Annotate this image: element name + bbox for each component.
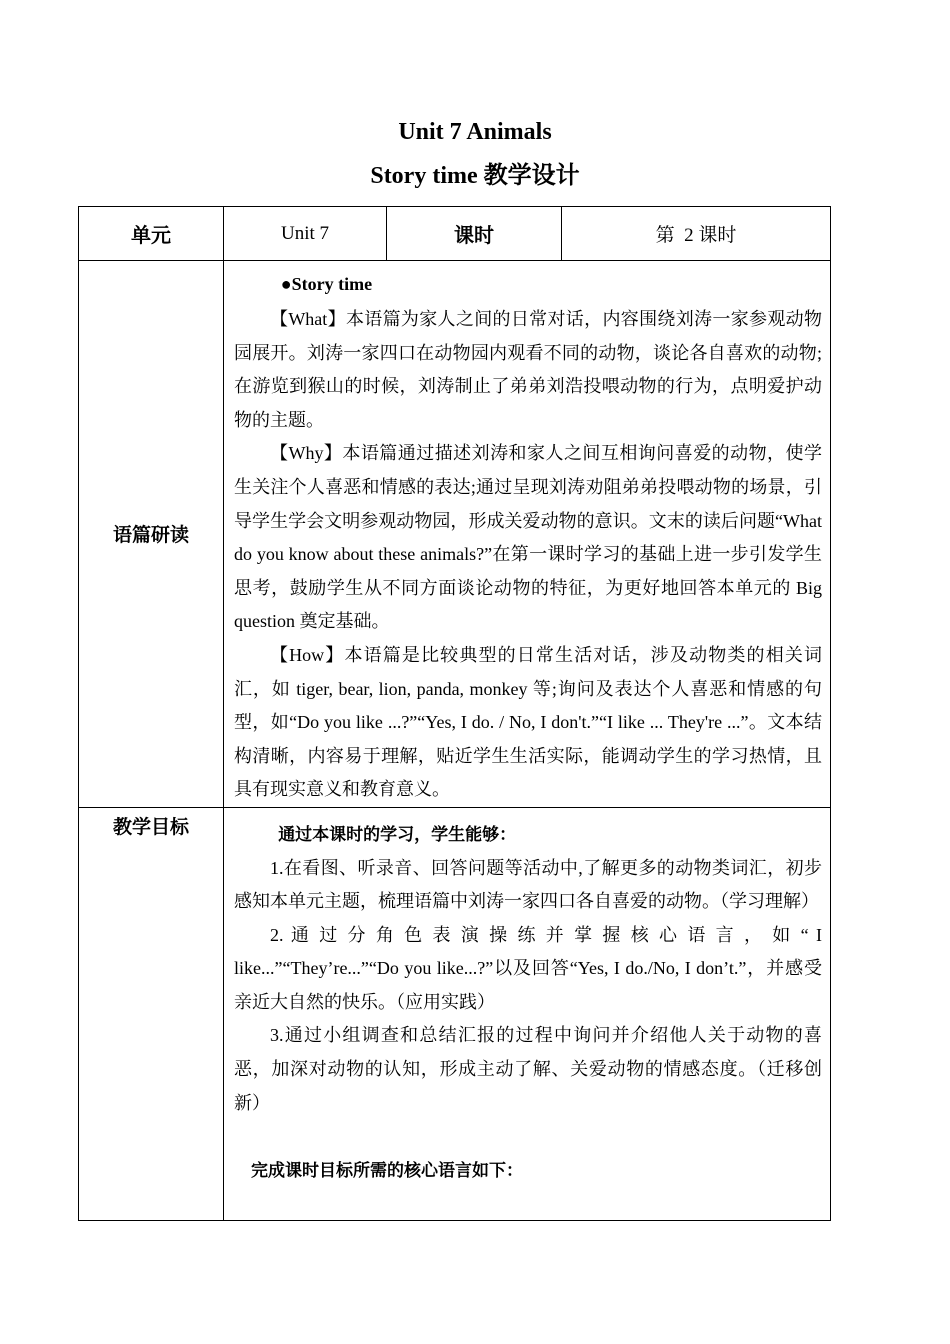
- unit-value: Unit 7: [224, 207, 387, 261]
- core-language-heading: 完成课时目标所需的核心语言如下：: [251, 1161, 523, 1181]
- header-row: [79, 207, 831, 261]
- how-paragraph: 【How】本语篇是比较典型的日常生活对话，涉及动物类的相关词汇，如 tiger, bear, lion, panda, monkey 等;询问及表达个人喜恶和情感的句型，如“Do you like ...?”“Yes, I do. / No, I don't.”“I like ... They're ...”。文本结构清晰，内容易于理解，贴近学生生活实际，能调动学生的学习热情，且具有现实意义和教育意义。: [234, 644, 822, 800]
- lesson-label: 课时: [387, 207, 562, 261]
- objectives-intro: 通过本课时的学习，学生能够：: [278, 824, 517, 844]
- objectives-label: 教学目标: [79, 807, 224, 1220]
- objectives-row: [79, 807, 831, 1220]
- document-subtitle: Story time 教学设计: [370, 163, 580, 189]
- unit-label: 单元: [79, 207, 224, 261]
- what-paragraph: 【What】本语篇为家人之间的日常对话，内容围绕刘涛一家参观动物园展开。刘涛一家四口在动物园内观看不同的动物，谈论各自喜欢的动物;在游览到猴山的时候，刘涛制止了弟弟刘浩投喂动物的行为，点明爱护动物的主题。: [234, 309, 822, 430]
- text-study-content: [224, 261, 831, 808]
- objective-item-2: 2. 通 过 分 角 色 表 演 操 练 并 掌 握 核 心 语 言 ， 如 “ I like...”“They’re...”“Do you like...?”以及回答“Yes, I do./No, I don’t.”，并感受亲近大自然的快乐。（应用实践）: [234, 924, 822, 1012]
- objective-item-3: 3.通过小组调查和总结汇报的过程中询问并介绍他人关于动物的喜恶，加深对动物的认知，形成主动了解、关爱动物的情感态度。（迁移创新）: [234, 1025, 822, 1113]
- text-study-row: [79, 261, 831, 808]
- why-paragraph: 【Why】本语篇通过描述刘涛和家人之间互相询问喜爱的动物，使学生关注个人喜恶和情感的表达;通过呈现刘涛劝阻弟弟投喂动物的场景，引导学生学会文明参观动物园，形成关爱动物的意识。文末的读后问题“What do you know about these animals?”在第一课时学习的基础上进一步引发学生思考，鼓励学生从不同方面谈论动物的特征，为更好地回答本单元的 Big question 奠定基础。: [234, 443, 822, 632]
- objective-item-1: 1.在看图、听录音、回答问题等活动中,了解更多的动物类词汇，初步感知本单元主题，梳理语篇中刘涛一家四口各自喜爱的动物。（学习理解）: [234, 857, 822, 912]
- document-title: Unit 7 Animals: [398, 119, 552, 145]
- lesson-value: 第 2 课时: [562, 207, 831, 261]
- story-time-bullet: ●Story time: [280, 274, 373, 294]
- objectives-content: [224, 807, 831, 1220]
- text-study-label: 语篇研读: [79, 261, 224, 808]
- spacer: [234, 1120, 822, 1154]
- lesson-plan-table: [78, 206, 831, 1221]
